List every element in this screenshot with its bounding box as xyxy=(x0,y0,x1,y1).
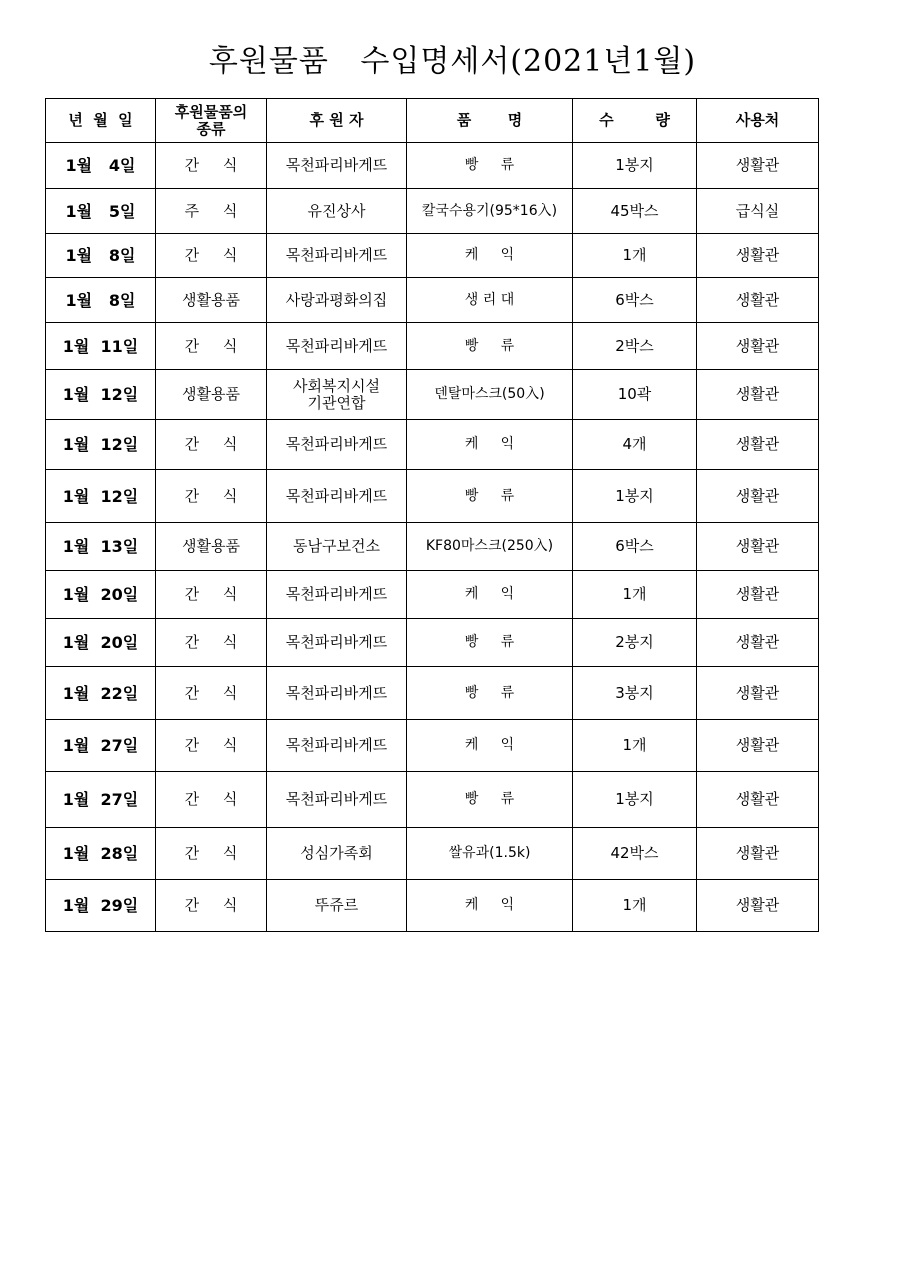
quantity-cell: 2봉지 xyxy=(573,619,697,667)
item-name-cell: 케 익 xyxy=(407,234,573,278)
donor-cell: 목천파리바게뜨 xyxy=(267,772,407,828)
usage-cell: 생활관 xyxy=(697,470,819,523)
donation-type-cell: 간 식 xyxy=(156,571,267,619)
table-row xyxy=(46,234,819,278)
usage-cell: 생활관 xyxy=(697,667,819,720)
item-name-cell: 쌀유과(1.5k) xyxy=(407,828,573,880)
table-row xyxy=(46,720,819,772)
donation-type-cell: 간 식 xyxy=(156,234,267,278)
usage-cell: 생활관 xyxy=(697,772,819,828)
item-name-cell: 빵 류 xyxy=(407,323,573,370)
usage-cell: 생활관 xyxy=(697,234,819,278)
donation-type-cell: 간 식 xyxy=(156,828,267,880)
usage-cell: 생활관 xyxy=(697,720,819,772)
date-cell: 1월 5일 xyxy=(46,189,156,234)
table-row xyxy=(46,619,819,667)
quantity-cell: 1개 xyxy=(573,720,697,772)
donor-cell: 목천파리바게뜨 xyxy=(267,470,407,523)
quantity-cell: 2박스 xyxy=(573,323,697,370)
date-cell: 1월 13일 xyxy=(46,523,156,571)
donation-type-cell: 생활용품 xyxy=(156,523,267,571)
usage-cell: 생활관 xyxy=(697,370,819,420)
date-cell: 1월 22일 xyxy=(46,667,156,720)
date-cell: 1월 28일 xyxy=(46,828,156,880)
item-name-cell: 케 익 xyxy=(407,571,573,619)
donation-type-cell: 간 식 xyxy=(156,420,267,470)
usage-cell: 생활관 xyxy=(697,278,819,323)
donor-cell: 사회복지시설 기관연합 xyxy=(267,370,407,420)
quantity-cell: 1개 xyxy=(573,234,697,278)
table-row xyxy=(46,370,819,420)
donor-cell: 성심가족회 xyxy=(267,828,407,880)
table-body xyxy=(46,143,819,932)
quantity-cell: 6박스 xyxy=(573,278,697,323)
quantity-cell: 1개 xyxy=(573,880,697,932)
donor-cell: 목천파리바게뜨 xyxy=(267,667,407,720)
table-row xyxy=(46,828,819,880)
donation-ledger-table xyxy=(45,98,819,932)
header-usage: 사용처 xyxy=(697,99,819,143)
donor-cell: 뚜쥬르 xyxy=(267,880,407,932)
donation-type-cell: 생활용품 xyxy=(156,370,267,420)
table-row xyxy=(46,278,819,323)
quantity-cell: 42박스 xyxy=(573,828,697,880)
table-row xyxy=(46,143,819,189)
table-row xyxy=(46,470,819,523)
date-cell: 1월 4일 xyxy=(46,143,156,189)
donor-cell: 목천파리바게뜨 xyxy=(267,234,407,278)
date-cell: 1월 8일 xyxy=(46,278,156,323)
header-donation-type: 후원물품의 종류 xyxy=(156,99,267,143)
donation-type-cell: 생활용품 xyxy=(156,278,267,323)
donor-cell: 목천파리바게뜨 xyxy=(267,420,407,470)
header-date: 년 월 일 xyxy=(46,99,156,143)
donation-type-cell: 간 식 xyxy=(156,880,267,932)
donor-cell: 목천파리바게뜨 xyxy=(267,143,407,189)
date-cell: 1월 12일 xyxy=(46,420,156,470)
table-row xyxy=(46,571,819,619)
table-row xyxy=(46,667,819,720)
item-name-cell: 케 익 xyxy=(407,880,573,932)
donor-cell: 동남구보건소 xyxy=(267,523,407,571)
header-donor: 후 원 자 xyxy=(267,99,407,143)
date-cell: 1월 20일 xyxy=(46,619,156,667)
date-cell: 1월 12일 xyxy=(46,370,156,420)
table-row xyxy=(46,523,819,571)
quantity-cell: 6박스 xyxy=(573,523,697,571)
donor-cell: 목천파리바게뜨 xyxy=(267,619,407,667)
item-name-cell: 빵 류 xyxy=(407,143,573,189)
quantity-cell: 4개 xyxy=(573,420,697,470)
donation-type-cell: 주 식 xyxy=(156,189,267,234)
donation-type-cell: 간 식 xyxy=(156,470,267,523)
item-name-cell: 빵 류 xyxy=(407,667,573,720)
date-cell: 1월 27일 xyxy=(46,772,156,828)
date-cell: 1월 12일 xyxy=(46,470,156,523)
date-cell: 1월 27일 xyxy=(46,720,156,772)
quantity-cell: 45박스 xyxy=(573,189,697,234)
donor-cell: 유진상사 xyxy=(267,189,407,234)
quantity-cell: 1봉지 xyxy=(573,143,697,189)
date-cell: 1월 11일 xyxy=(46,323,156,370)
table-row xyxy=(46,189,819,234)
header-item-name: 품 명 xyxy=(407,99,573,143)
donation-type-cell: 간 식 xyxy=(156,323,267,370)
usage-cell: 생활관 xyxy=(697,828,819,880)
donor-cell: 목천파리바게뜨 xyxy=(267,571,407,619)
donation-type-cell: 간 식 xyxy=(156,619,267,667)
item-name-cell: 빵 류 xyxy=(407,619,573,667)
date-cell: 1월 20일 xyxy=(46,571,156,619)
item-name-cell: 케 익 xyxy=(407,720,573,772)
usage-cell: 생활관 xyxy=(697,420,819,470)
date-cell: 1월 8일 xyxy=(46,234,156,278)
usage-cell: 생활관 xyxy=(697,523,819,571)
quantity-cell: 1개 xyxy=(573,571,697,619)
usage-cell: 생활관 xyxy=(697,323,819,370)
quantity-cell: 1봉지 xyxy=(573,470,697,523)
item-name-cell: KF80마스크(250入) xyxy=(407,523,573,571)
usage-cell: 급식실 xyxy=(697,189,819,234)
usage-cell: 생활관 xyxy=(697,619,819,667)
item-name-cell: 생 리 대 xyxy=(407,278,573,323)
item-name-cell: 빵 류 xyxy=(407,772,573,828)
item-name-cell: 덴탈마스크(50入) xyxy=(407,370,573,420)
document-title: 후원물품 수입명세서(2021년1월) xyxy=(208,44,697,79)
table-row xyxy=(46,420,819,470)
usage-cell: 생활관 xyxy=(697,571,819,619)
item-name-cell: 케 익 xyxy=(407,420,573,470)
quantity-cell: 1봉지 xyxy=(573,772,697,828)
header-quantity: 수 량 xyxy=(573,99,697,143)
quantity-cell: 3봉지 xyxy=(573,667,697,720)
donor-cell: 목천파리바게뜨 xyxy=(267,720,407,772)
usage-cell: 생활관 xyxy=(697,880,819,932)
donation-type-cell: 간 식 xyxy=(156,772,267,828)
table-row xyxy=(46,880,819,932)
table-row xyxy=(46,323,819,370)
donor-cell: 사랑과평화의집 xyxy=(267,278,407,323)
item-name-cell: 칼국수용기(95*16入) xyxy=(407,189,573,234)
donation-type-cell: 간 식 xyxy=(156,143,267,189)
item-name-cell: 빵 류 xyxy=(407,470,573,523)
donation-type-cell: 간 식 xyxy=(156,720,267,772)
table-row xyxy=(46,772,819,828)
donor-cell: 목천파리바게뜨 xyxy=(267,323,407,370)
donation-type-cell: 간 식 xyxy=(156,667,267,720)
table-header-row xyxy=(46,99,819,143)
date-cell: 1월 29일 xyxy=(46,880,156,932)
usage-cell: 생활관 xyxy=(697,143,819,189)
quantity-cell: 10곽 xyxy=(573,370,697,420)
